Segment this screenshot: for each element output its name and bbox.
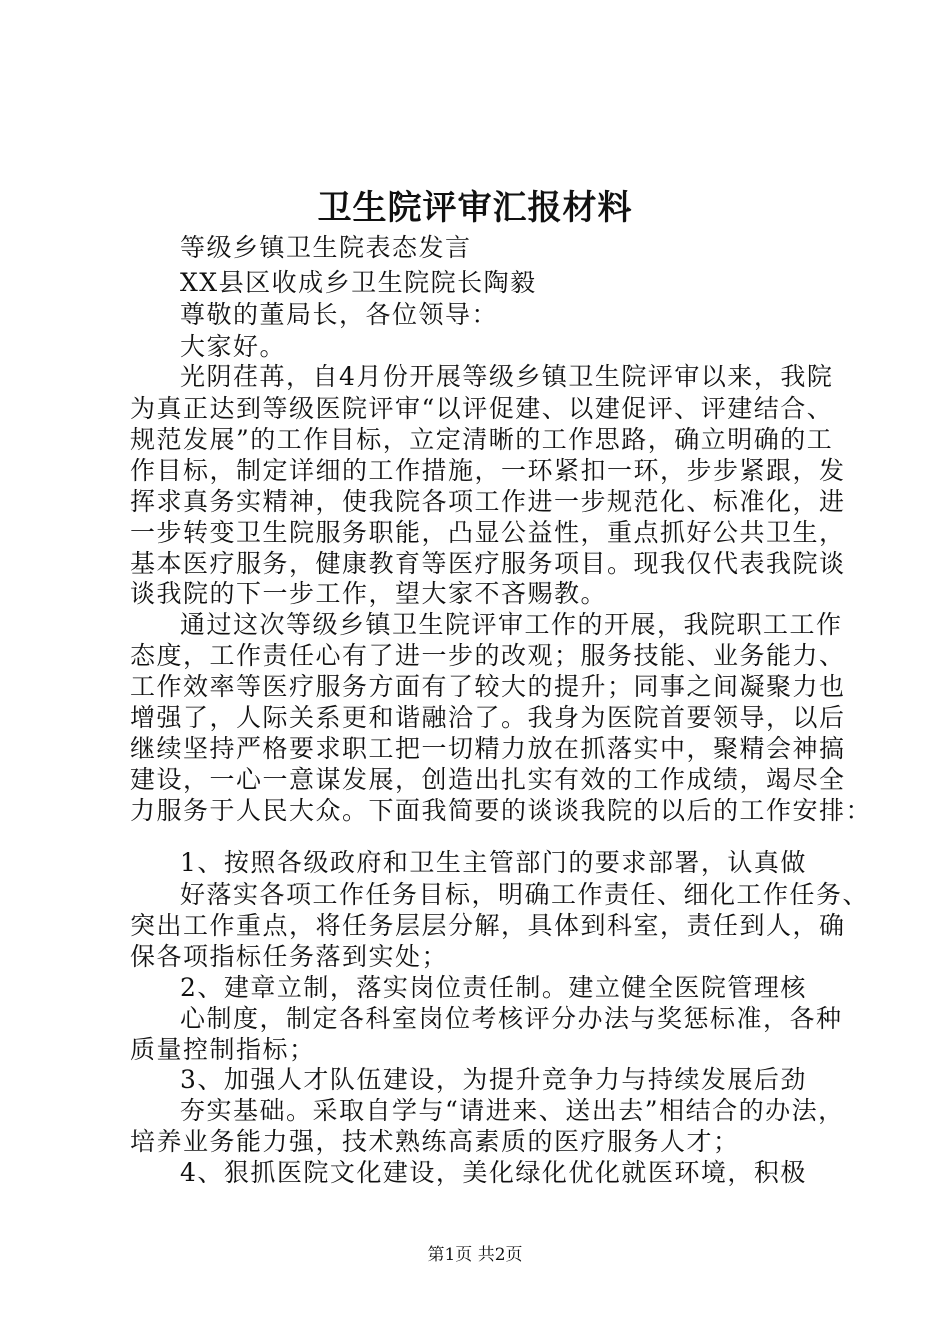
paragraph-line: 作目标，制定详细的工作措施，一环紧扣一环，步步紧跟，发 bbox=[130, 456, 846, 485]
list-item-line: 3、加强人才队伍建设，为提升竞争力与持续发展后劲 bbox=[180, 1065, 807, 1094]
paragraph-line: 工作效率等医疗服务方面有了较大的提升；同事之间凝聚力也 bbox=[130, 672, 846, 701]
list-item-line: 突出工作重点，将任务层层分解，具体到科室，责任到人，确 bbox=[130, 911, 846, 940]
paragraph-line: 大家好。 bbox=[180, 332, 287, 361]
page-footer: 第1页 共2页 bbox=[427, 1245, 523, 1265]
list-item-line: 2、建章立制，落实岗位责任制。建立健全医院管理核 bbox=[180, 973, 807, 1002]
paragraph-line: 为真正达到等级医院评审“以评促建、以建促评、评建结合、 bbox=[130, 394, 834, 423]
paragraph-line: XX县区收成乡卫生院院长陶毅 bbox=[180, 268, 537, 297]
list-item-line: 好落实各项工作任务目标，明确工作责任、细化工作任务、 bbox=[180, 880, 870, 909]
paragraph-line: 规范发展”的工作目标，立定清晰的工作思路，确立明确的工 bbox=[130, 425, 834, 454]
list-item-line: 心制度，制定各科室岗位考核评分办法与奖惩标准，各种 bbox=[180, 1004, 843, 1033]
list-item-line: 4、狠抓医院文化建设，美化绿化优化就医环境，积极 bbox=[180, 1158, 807, 1187]
paragraph-line: 基本医疗服务，健康教育等医疗服务项目。现我仅代表我院谈 bbox=[130, 549, 846, 578]
list-item-line: 夯实基础。采取自学与“请进来、送出去”相结合的办法， bbox=[180, 1096, 845, 1125]
list-item-line: 1、按照各级政府和卫生主管部门的要求部署，认真做 bbox=[180, 848, 807, 877]
paragraph-line: 继续坚持严格要求职工把一切精力放在抓落实中，聚精会神搞 bbox=[130, 734, 846, 763]
list-item-line: 质量控制指标； bbox=[130, 1035, 316, 1064]
paragraph-line: 等级乡镇卫生院表态发言 bbox=[180, 233, 472, 262]
paragraph-line: 态度，工作责任心有了进一步的改观；服务技能、业务能力、 bbox=[130, 641, 846, 670]
paragraph-line: 通过这次等级乡镇卫生院评审工作的开展，我院职工工作 bbox=[180, 610, 843, 639]
paragraph-line: 尊敬的董局长，各位领导： bbox=[180, 300, 499, 329]
paragraph-line: 谈我院的下一步工作，望大家不吝赐教。 bbox=[130, 579, 608, 608]
paragraph-line: 光阴荏苒，自4月份开展等级乡镇卫生院评审以来，我院 bbox=[180, 362, 834, 391]
paragraph-line: 增强了，人际关系更和谐融洽了。我身为医院首要领导，以后 bbox=[130, 703, 846, 732]
list-item-line: 保各项指标任务落到实处； bbox=[130, 942, 449, 971]
document-title: 卫生院评审汇报材料 bbox=[317, 188, 633, 228]
list-item-line: 培养业务能力强，技术熟练高素质的医疗服务人才； bbox=[130, 1127, 740, 1156]
paragraph-line: 建设，一心一意谋发展，创造出扎实有效的工作成绩，竭尽全 bbox=[130, 765, 846, 794]
paragraph-line: 一步转变卫生院服务职能，凸显公益性，重点抓好公共卫生， bbox=[130, 518, 846, 547]
paragraph-line: 力服务于人民大众。下面我简要的谈谈我院的以后的工作安排： bbox=[130, 796, 873, 825]
paragraph-line: 挥求真务实精神，使我院各项工作进一步规范化、标准化，进 bbox=[130, 487, 846, 516]
